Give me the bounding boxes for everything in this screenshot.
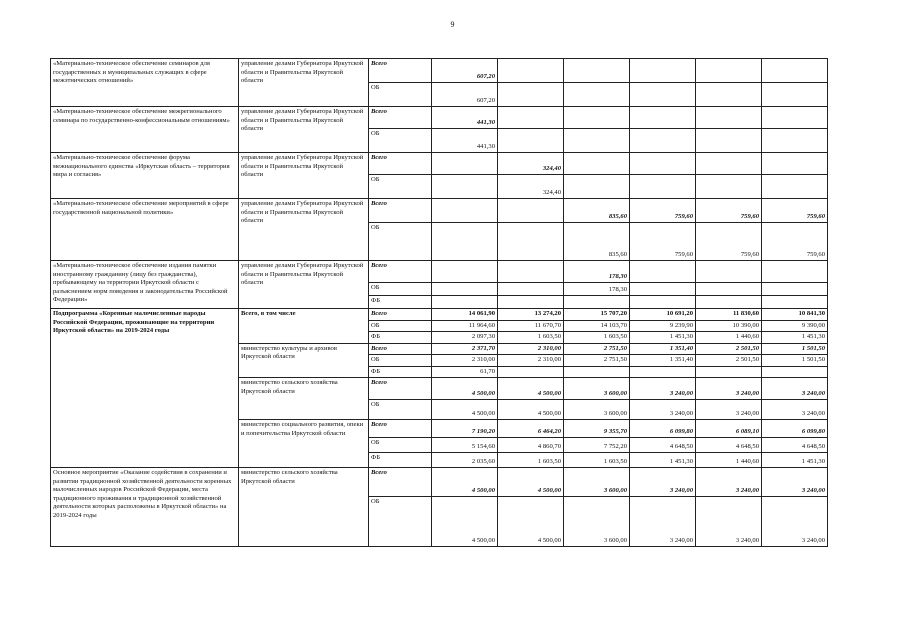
amount-cell: 2 751,50	[564, 355, 630, 367]
amount-cell: 4 648,50	[696, 438, 762, 453]
amount-cell: 6 099,80	[630, 420, 696, 438]
page-number: 9	[450, 20, 455, 29]
funding-source: ОБ	[369, 400, 432, 420]
amount-cell: 10 691,20	[630, 309, 696, 321]
table-row	[51, 468, 828, 497]
amount-cell: 11 830,60	[696, 309, 762, 321]
amount-cell: 178,30	[564, 261, 630, 283]
amount-cell	[564, 366, 630, 378]
amount-cell	[630, 129, 696, 153]
amount-cell: 2 097,30	[432, 332, 498, 344]
funding-source: Всего	[369, 420, 432, 438]
amount-cell: 1 501,50	[762, 355, 828, 367]
executor-name: министерство социального развития, опеки и попечительства Иркутской области	[239, 420, 369, 468]
amount-cell: 1 451,30	[630, 453, 696, 468]
amount-cell: 3 240,00	[762, 468, 828, 497]
amount-cell: 607,20	[432, 59, 498, 83]
funding-source: ОБ	[369, 175, 432, 199]
amount-cell: 4 500,00	[432, 497, 498, 547]
amount-cell: 7 190,20	[432, 420, 498, 438]
amount-cell: 4 648,50	[630, 438, 696, 453]
executor-name: министерство сельского хозяйства Иркутской области	[239, 468, 369, 547]
amount-cell: 4 500,00	[432, 400, 498, 420]
amount-cell	[564, 83, 630, 107]
activity-name: «Материально-техническое обеспечение мероприятий в сфере государственной национальной политики»	[51, 199, 239, 261]
amount-cell	[564, 296, 630, 309]
amount-cell: 3 240,00	[762, 497, 828, 547]
amount-cell	[498, 296, 564, 309]
executor-name: министерство сельского хозяйства Иркутской области	[239, 378, 369, 420]
amount-cell: 3 600,00	[564, 400, 630, 420]
amount-cell: 3 240,00	[630, 378, 696, 400]
activity-name: «Материально-техническое обеспечение семинаров для государственных и муниципальных служащих в сфере межэтнических отношений»	[51, 59, 239, 107]
amount-cell	[630, 153, 696, 175]
amount-cell	[762, 129, 828, 153]
amount-cell	[432, 153, 498, 175]
amount-cell: 4 500,00	[432, 468, 498, 497]
amount-cell: 1 440,60	[696, 453, 762, 468]
amount-cell: 2 035,60	[432, 453, 498, 468]
amount-cell: 1 440,60	[696, 332, 762, 344]
amount-cell: 4 500,00	[498, 400, 564, 420]
amount-cell	[630, 59, 696, 83]
amount-cell	[498, 261, 564, 283]
amount-cell: 6 464,20	[498, 420, 564, 438]
executor-name: управление делами Губернатора Иркутской области и Правительства Иркутской области	[239, 199, 369, 261]
funding-source: ФБ	[369, 332, 432, 344]
funding-source: Всего	[369, 199, 432, 223]
table-row	[51, 59, 828, 83]
subprogram-name: Подпрограмма «Коренные малочисленные народы Российской Федерации, проживающие на территории Иркутской области» на 2019-2024 годы	[51, 309, 239, 468]
amount-cell	[762, 283, 828, 296]
table-row	[51, 199, 828, 223]
amount-cell	[696, 59, 762, 83]
amount-cell: 4 500,00	[498, 378, 564, 400]
amount-cell: 835,60	[564, 223, 630, 261]
amount-cell: 11 964,60	[432, 320, 498, 332]
amount-cell: 3 240,00	[762, 378, 828, 400]
funding-source: Всего	[369, 261, 432, 283]
amount-cell: 3 600,00	[564, 468, 630, 497]
amount-cell	[432, 296, 498, 309]
amount-cell	[498, 129, 564, 153]
amount-cell: 14 061,90	[432, 309, 498, 321]
amount-cell	[762, 153, 828, 175]
amount-cell	[630, 296, 696, 309]
amount-cell	[498, 283, 564, 296]
amount-cell	[564, 107, 630, 129]
budget-table-body	[51, 59, 828, 547]
amount-cell	[630, 283, 696, 296]
amount-cell	[630, 83, 696, 107]
amount-cell: 10 390,00	[696, 320, 762, 332]
amount-cell	[696, 296, 762, 309]
amount-cell: 3 240,00	[630, 468, 696, 497]
amount-cell: 1 603,50	[564, 332, 630, 344]
funding-source: Всего	[369, 378, 432, 400]
amount-cell: 6 089,10	[696, 420, 762, 438]
amount-cell: 441,30	[432, 107, 498, 129]
amount-cell: 759,60	[762, 199, 828, 223]
funding-source: ОБ	[369, 129, 432, 153]
amount-cell	[696, 129, 762, 153]
funding-source: Всего	[369, 468, 432, 497]
amount-cell	[564, 59, 630, 83]
amount-cell: 3 600,00	[564, 378, 630, 400]
amount-cell: 11 670,70	[498, 320, 564, 332]
amount-cell	[762, 59, 828, 83]
funding-source: ОБ	[369, 223, 432, 261]
amount-cell: 4 648,50	[762, 438, 828, 453]
amount-cell: 324,40	[498, 175, 564, 199]
amount-cell	[498, 107, 564, 129]
amount-cell	[696, 83, 762, 107]
activity-name: «Материально-техническое обеспечение издания памятки иностранному гражданину (лицу без гражданства), пребывающему на территории Иркутской области с разъяснением норм поведения и законодательства Российской Федерации»	[51, 261, 239, 309]
activity-name: «Материально-техническое обеспечение форума межнационального единства «Иркутская область – территория мира и согласия»	[51, 153, 239, 199]
amount-cell	[432, 223, 498, 261]
amount-cell: 4 500,00	[432, 378, 498, 400]
funding-source: Всего	[369, 309, 432, 321]
funding-source: Всего	[369, 107, 432, 129]
funding-source: Всего	[369, 59, 432, 83]
amount-cell: 3 240,00	[696, 400, 762, 420]
amount-cell: 5 154,60	[432, 438, 498, 453]
amount-cell	[432, 199, 498, 223]
funding-source: ОБ	[369, 355, 432, 367]
funding-source: ОБ	[369, 283, 432, 296]
amount-cell: 1 603,50	[564, 453, 630, 468]
amount-cell	[498, 223, 564, 261]
table-row	[51, 153, 828, 175]
amount-cell	[432, 175, 498, 199]
amount-cell: 3 240,00	[696, 468, 762, 497]
executor-name: управление делами Губернатора Иркутской области и Правительства Иркутской области	[239, 59, 369, 107]
amount-cell	[762, 261, 828, 283]
amount-cell: 3 240,00	[762, 400, 828, 420]
amount-cell: 10 841,30	[762, 309, 828, 321]
amount-cell	[696, 175, 762, 199]
funding-source: Всего	[369, 343, 432, 355]
executor-name: управление делами Губернатора Иркутской области и Правительства Иркутской области	[239, 107, 369, 153]
executor-name: управление делами Губернатора Иркутской области и Правительства Иркутской области	[239, 261, 369, 309]
amount-cell: 2 501,50	[696, 343, 762, 355]
amount-cell	[564, 129, 630, 153]
amount-cell: 7 752,20	[564, 438, 630, 453]
amount-cell: 759,60	[696, 199, 762, 223]
amount-cell: 759,60	[630, 223, 696, 261]
amount-cell: 1 603,50	[498, 453, 564, 468]
amount-cell: 1 451,30	[762, 332, 828, 344]
table-row	[51, 309, 828, 321]
amount-cell: 441,30	[432, 129, 498, 153]
amount-cell: 2 501,50	[696, 355, 762, 367]
amount-cell: 607,20	[432, 83, 498, 107]
amount-cell: 14 103,70	[564, 320, 630, 332]
amount-cell	[498, 59, 564, 83]
amount-cell	[630, 366, 696, 378]
amount-cell	[762, 366, 828, 378]
amount-cell	[762, 83, 828, 107]
funding-source: ОБ	[369, 497, 432, 547]
amount-cell: 9 355,70	[564, 420, 630, 438]
amount-cell: 2 371,70	[432, 343, 498, 355]
amount-cell	[564, 153, 630, 175]
amount-cell: 4 860,70	[498, 438, 564, 453]
amount-cell	[630, 107, 696, 129]
table-row	[51, 107, 828, 129]
amount-cell	[696, 366, 762, 378]
amount-cell	[498, 366, 564, 378]
amount-cell: 2 310,00	[498, 355, 564, 367]
funding-source: Всего	[369, 153, 432, 175]
amount-cell: 759,60	[696, 223, 762, 261]
amount-cell: 2 310,00	[432, 355, 498, 367]
amount-cell: 1 351,40	[630, 355, 696, 367]
amount-cell	[432, 283, 498, 296]
amount-cell	[630, 261, 696, 283]
amount-cell: 2 310,00	[498, 343, 564, 355]
table-row	[51, 261, 828, 283]
amount-cell: 1 351,40	[630, 343, 696, 355]
amount-cell	[498, 199, 564, 223]
amount-cell: 1 501,50	[762, 343, 828, 355]
amount-cell: 1 603,50	[498, 332, 564, 344]
activity-name: Основное мероприятие «Оказание содействия в сохранении и развитии традиционной хозяйственной деятельности коренных малочисленных народов Российской Федерации, места традиционного проживания и традиционной хозяйственной деятельности которых расположены в Иркутской области» на 2019-2024 годы	[51, 468, 239, 547]
activity-name: «Материально-техническое обеспечение межрегионального семинара по государственно-конфессиональным отношениям»	[51, 107, 239, 153]
amount-cell: 4 500,00	[498, 468, 564, 497]
amount-cell: 3 240,00	[630, 497, 696, 547]
amount-cell: 1 451,30	[762, 453, 828, 468]
funding-source: ФБ	[369, 366, 432, 378]
amount-cell: 9 239,90	[630, 320, 696, 332]
amount-cell: 3 240,00	[696, 497, 762, 547]
amount-cell: 13 274,20	[498, 309, 564, 321]
amount-cell: 4 500,00	[498, 497, 564, 547]
amount-cell	[696, 107, 762, 129]
amount-cell	[696, 261, 762, 283]
amount-cell	[696, 153, 762, 175]
amount-cell: 3 240,00	[630, 400, 696, 420]
amount-cell: 1 451,30	[630, 332, 696, 344]
amount-cell: 15 707,20	[564, 309, 630, 321]
amount-cell: 3 240,00	[696, 378, 762, 400]
amount-cell: 3 600,00	[564, 497, 630, 547]
amount-cell: 759,60	[762, 223, 828, 261]
executor-name: Всего, в том числе	[239, 309, 369, 344]
funding-source: ОБ	[369, 320, 432, 332]
amount-cell	[762, 175, 828, 199]
amount-cell: 835,60	[564, 199, 630, 223]
amount-cell	[696, 283, 762, 296]
amount-cell	[564, 175, 630, 199]
funding-source: ОБ	[369, 83, 432, 107]
amount-cell	[762, 296, 828, 309]
funding-source: ОБ	[369, 438, 432, 453]
amount-cell: 324,40	[498, 153, 564, 175]
executor-name: министерство культуры и архивов Иркутской области	[239, 343, 369, 378]
amount-cell	[432, 261, 498, 283]
amount-cell: 6 099,80	[762, 420, 828, 438]
amount-cell: 759,60	[630, 199, 696, 223]
amount-cell: 178,30	[564, 283, 630, 296]
amount-cell: 9 390,00	[762, 320, 828, 332]
amount-cell	[498, 83, 564, 107]
funding-source: ФБ	[369, 453, 432, 468]
executor-name: управление делами Губернатора Иркутской области и Правительства Иркутской области	[239, 153, 369, 199]
amount-cell	[762, 107, 828, 129]
amount-cell: 2 751,50	[564, 343, 630, 355]
funding-source: ФБ	[369, 296, 432, 309]
amount-cell	[630, 175, 696, 199]
amount-cell: 61,70	[432, 366, 498, 378]
budget-table	[50, 58, 828, 547]
